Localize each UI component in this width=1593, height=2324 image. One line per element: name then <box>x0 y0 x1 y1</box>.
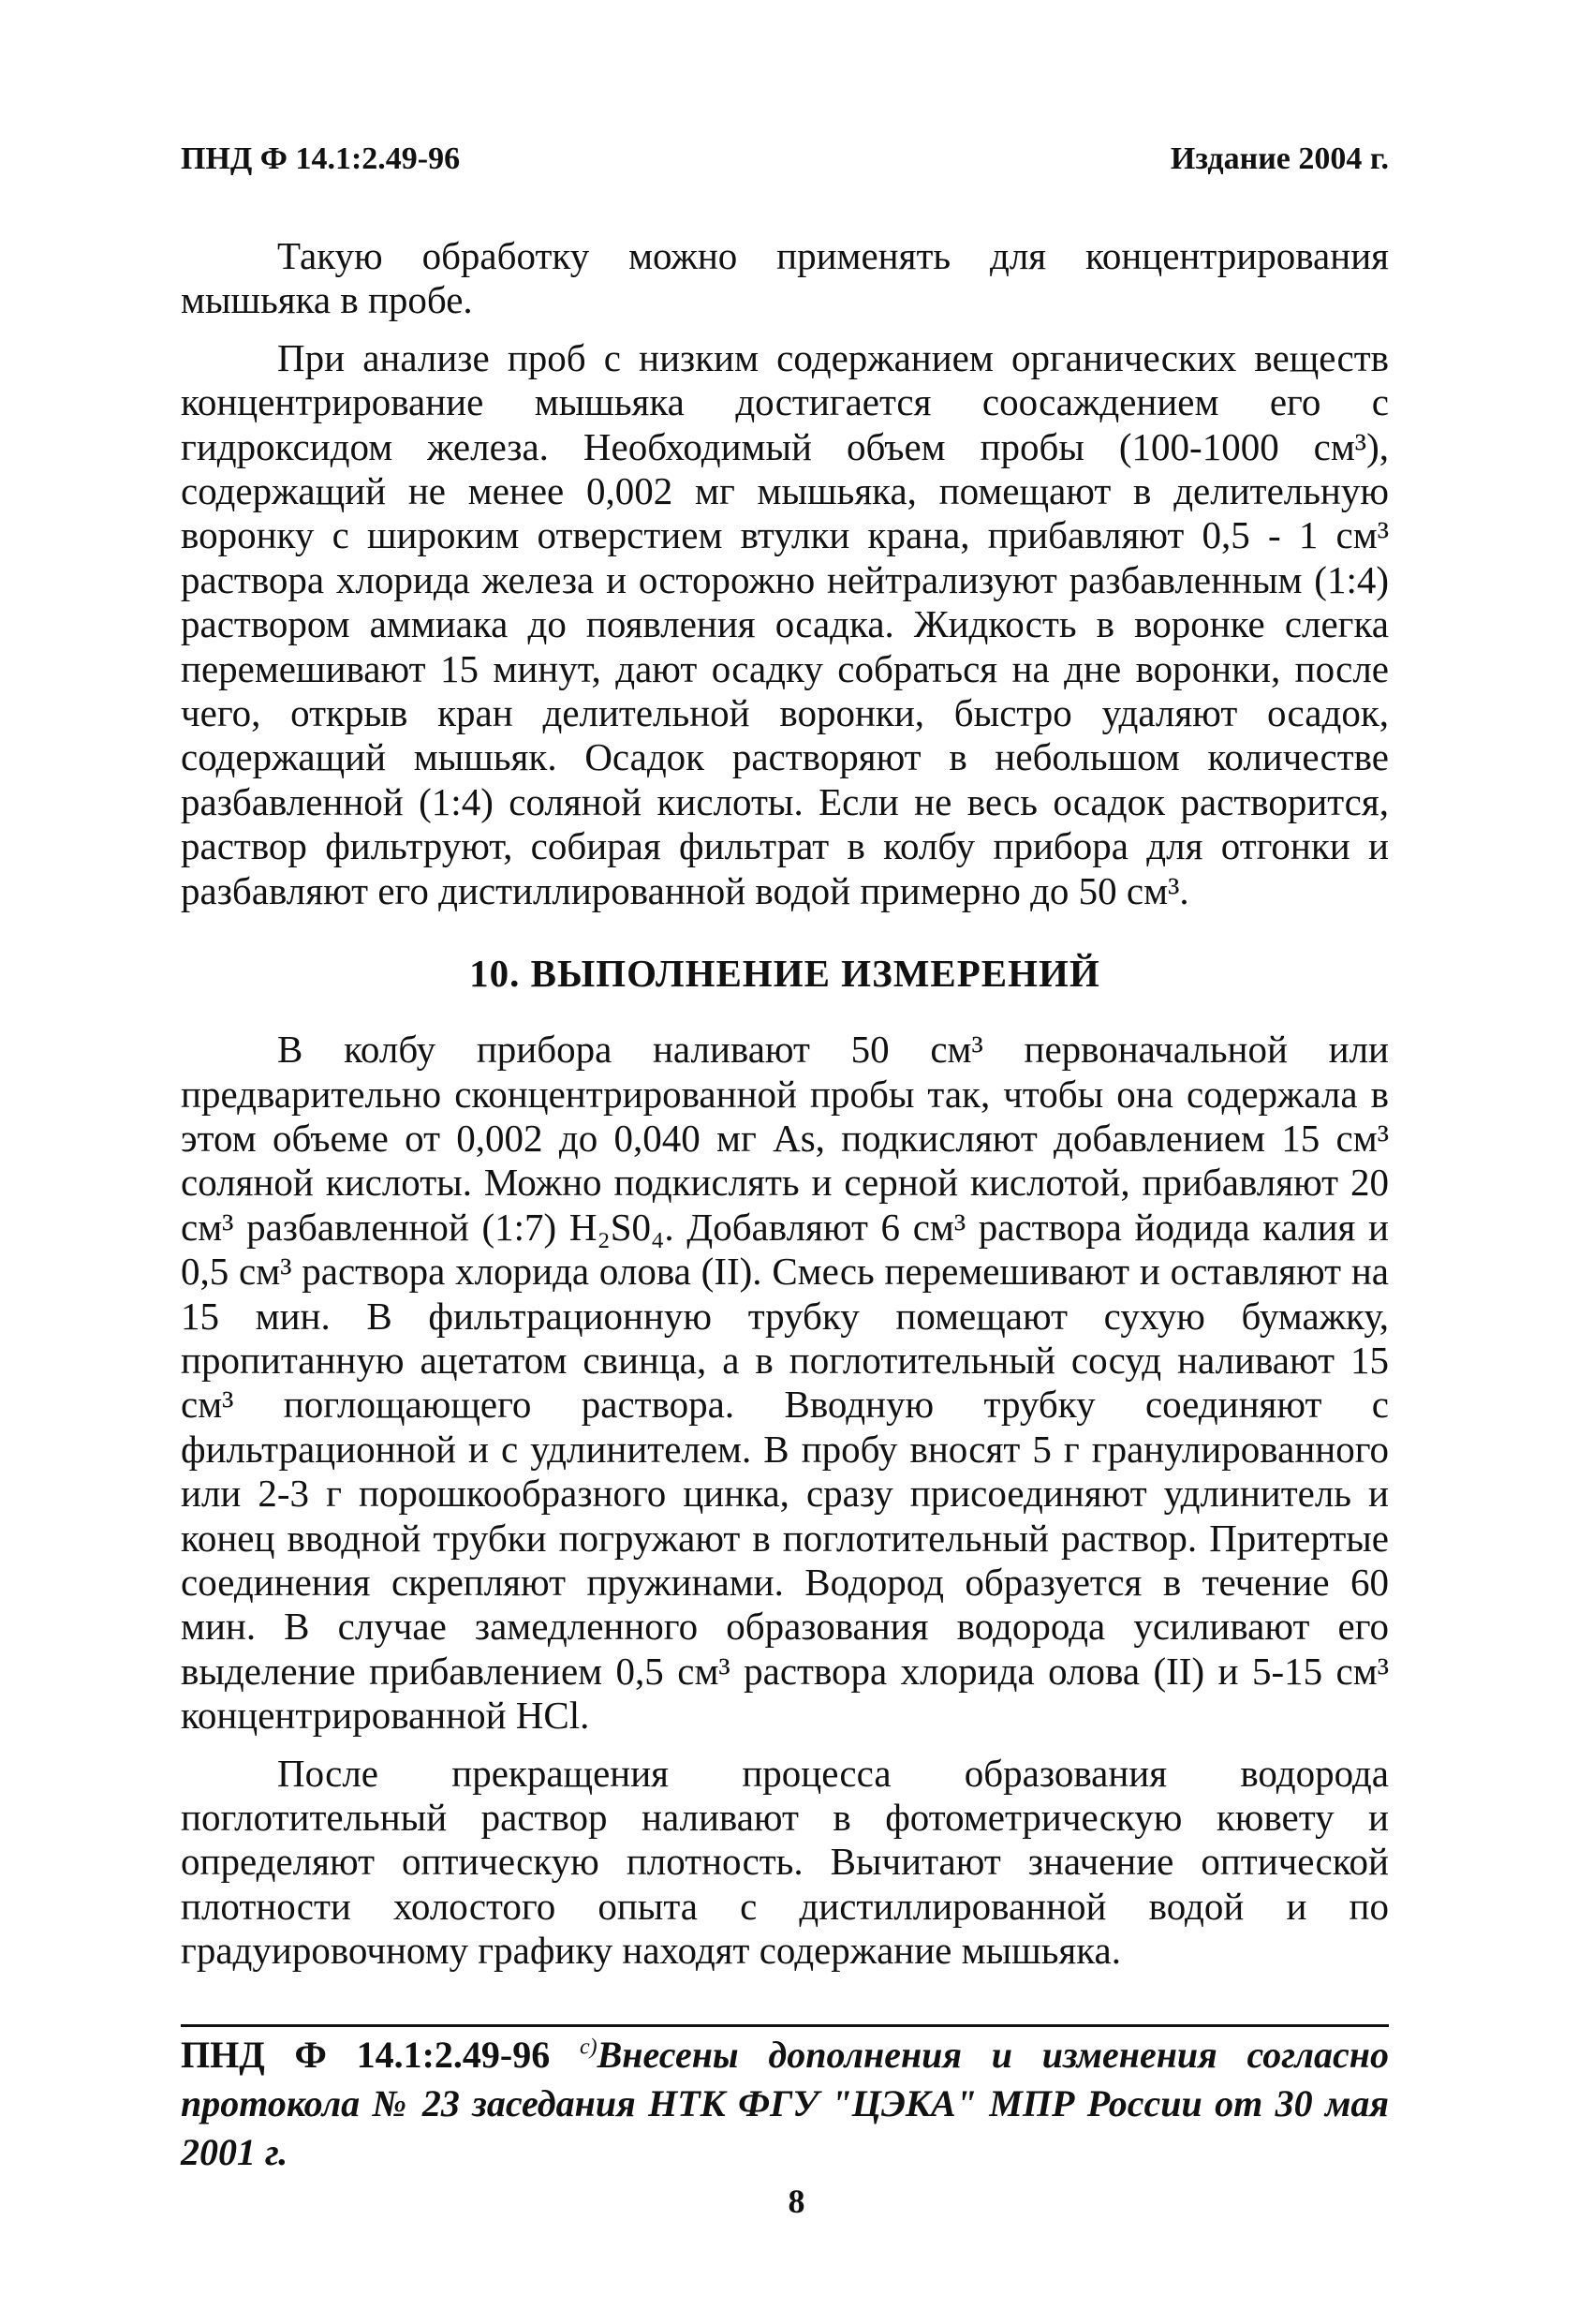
footer-divider <box>181 2024 1389 2027</box>
section-title: 10. ВЫПОЛНЕНИЕ ИЗМЕРЕНИЙ <box>469 952 1100 996</box>
header-doc-code: ПНД Ф 14.1:2.49-96 <box>181 141 461 176</box>
header-edition: Издание 2004 г. <box>1170 141 1389 176</box>
page-header <box>181 141 1389 178</box>
paragraph-measurement-1: В колбу прибора наливают 50 см³ первоначальной или предварительно сконцентрированной пробы так, чтобы она содержала в этом объеме от 0,002 до 0,040 мг As, подкисляют добавлением 15 см³ соляной кислоты. Можно подкислять и серной кислотой, прибавляют 20 см³ разбавленной (1:7) H₂S0₄. Добавляют 6 см³ раствора йодида калия и 0,5 см³ раствора хлорида олова (II). Смесь перемешивают и оставляют на 15 мин. В фильтрационную трубку помещают сухую бумажку, пропитанную ацетатом свинца, а в поглотительный сосуд наливают 15 см³ поглощающего раствора. Вводную трубку соединяют с фильтрационной и с удлинителем. В пробу вносят 5 г гранулированного или 2-3 г порошкообразного цинка, сразу присоединяют удлинитель и конец вводной трубки погружают в поглотительный раствор. Притертые соединения скрепляют пружинами. Водород образуется в течение 60 мин. В случае замедленного образования водорода усиливают его выделение прибавлением 0,5 см³ раствора хлорида олова (II) и 5-15 см³ концентрированной HCl. <box>181 1028 1389 1738</box>
document-body <box>181 234 1389 1987</box>
footer-mark: с) <box>579 2035 597 2060</box>
paragraph-intro-2: При анализе проб с низким содержанием органических веществ концентрирование мышьяка достигается соосаждением его с гидроксидом железа. Необходимый объем пробы (100-1000 см³), содержащий не менее 0,002 мг мышьяка, помещают в делительную воронку с широким отверстием втулки крана, прибавляют 0,5 - 1 см³ раствора хлорида железа и осторожно нейтрализуют разбавленным (1:4) раствором аммиака до появления осадка. Жидкость в воронке слегка перемешивают 15 минут, дают осадку собраться на дне воронки, после чего, открыв кран делительной воронки, быстро удаляют осадок, содержащий мышьяк. Осадок растворяют в небольшом количестве разбавленной (1:4) соляной кислоты. Если не весь осадок растворится, раствор фильтруют, собирая фильтрат в колбу прибора для отгонки и разбавляют его дистиллированной водой примерно до 50 см³. <box>181 335 1389 912</box>
footer-doc-code: ПНД Ф 14.1:2.49-96 <box>181 2034 551 2076</box>
page-number: 8 <box>788 2183 805 2220</box>
paragraph-intro-1: Такую обработку можно применять для концентрирования мышьяка в пробе. <box>181 234 1389 322</box>
footer-note <box>181 2031 1389 2177</box>
paragraph-measurement-2: После прекращения процесса образования водорода поглотительный раствор наливают в фотометрическую кювету и определяют оптическую плотность. Вычитают значение оптической плотности холостого опыта с дистиллированной водой и по градуировочному графику находят содержание мышьяка. <box>181 1751 1389 1973</box>
footer-note-text: Внесены дополнения и изменения согласно протокола № 23 заседания НТК ФГУ "ЦЭКА" МПР России от 30 мая 2001 г. <box>181 2034 1389 2173</box>
